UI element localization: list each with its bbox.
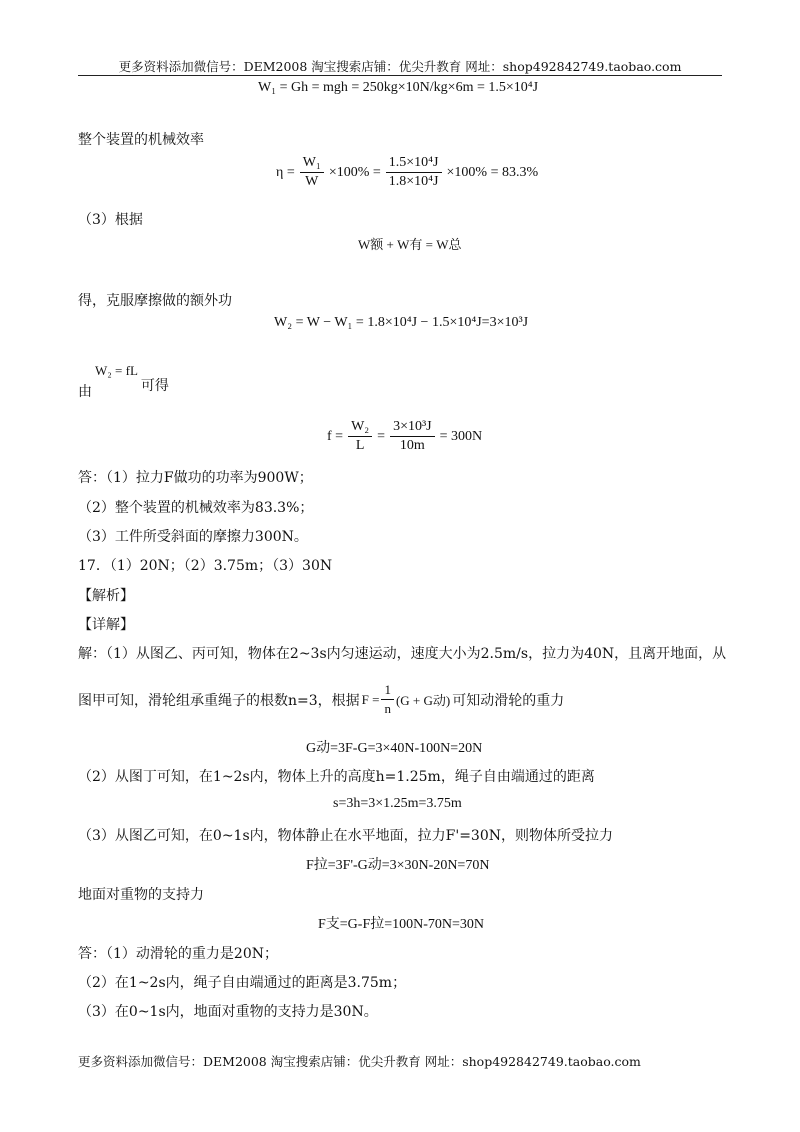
fraction-denominator: 1.8×10⁴J [388, 174, 439, 189]
F-symbol: F = [361, 691, 380, 707]
fraction-one-over-n [381, 682, 394, 717]
fraction-numerator: 3×10³J [390, 419, 435, 437]
fraction-numerator: 1.5×10⁴J [386, 155, 442, 173]
page-footer: 更多资料添加微信号：DEM2008 淘宝搜索店铺：优尖升教育 网址：shop492842749.taobao.com [78, 1054, 641, 1069]
text-solution-4: （3）从图乙可知，在0~1s内，物体静止在水平地面，拉力F'=30N，则物体所受拉力 [78, 828, 613, 844]
eta-result: ×100% = 83.3% [446, 164, 539, 180]
fraction-w2-over-l [348, 419, 372, 454]
equation-work-sum: W额 + W有 = W总 [358, 237, 462, 252]
text-efficiency-heading: 整个装置的机械效率 [78, 132, 204, 148]
text-prefix: 由 [78, 384, 92, 400]
header-divider [78, 75, 722, 76]
eta-multiplier: ×100% = [328, 164, 381, 180]
text-support-force: 地面对重物的支持力 [78, 887, 204, 903]
equation-pulley-force [362, 682, 451, 717]
equation-w2-fl: W₂ = fL [95, 363, 138, 378]
fraction-numerator: W₂ [348, 419, 372, 437]
eta-symbol: η = [276, 164, 295, 180]
text-answer-3: （3）工件所受斜面的摩擦力300N。 [78, 529, 308, 545]
equals-sign: = [377, 428, 386, 444]
fraction-numerator: 1 [381, 682, 394, 700]
fraction-values [390, 419, 435, 454]
text-detail-heading: 【详解】 [78, 617, 134, 633]
fraction-w1-over-w [300, 155, 324, 190]
text-solution-1: 解：（1）从图乙、丙可知，物体在2~3s内匀速运动，速度大小为2.5m/s，拉力为40N，且离开地面，从 [78, 646, 727, 662]
equation-w2: W₂ = W − W₁ = 1.8×10⁴J − 1.5×10⁴J=3×10³J [274, 315, 529, 330]
friction-result: = 300N [439, 428, 483, 444]
text-solution-2 [78, 682, 564, 717]
text-answer2-3: （3）在0~1s内，地面对重物的支持力是30N。 [78, 1004, 378, 1020]
equation-efficiency [276, 155, 538, 190]
text-extra-work: 得，克服摩擦做的额外功 [78, 293, 232, 309]
text-answer-1: 答：（1）拉力F做功的功率为900W； [78, 470, 313, 486]
text-answer-2: （2）整个装置的机械效率为83.3%； [78, 500, 314, 516]
fraction-numerator: W₁ [300, 155, 324, 173]
text-answer2-1: 答：（1）动滑轮的重力是20N； [78, 946, 278, 962]
equation-g-dong: G动=3F-G=3×40N-100N=20N [306, 741, 483, 756]
text-from-w2-fl [78, 363, 169, 401]
text-solution-3: （2）从图丁可知，在1~2s内，物体上升的高度h=1.25m，绳子自由端通过的距离 [78, 769, 595, 785]
fraction-denominator: L [355, 438, 365, 453]
equation-f-la: F拉=3F'-G动=3×30N-20N=70N [306, 858, 490, 873]
fraction-values [386, 155, 442, 190]
f-symbol: f = [327, 428, 344, 444]
text-solution-2a: 图甲可知，滑轮组承重绳子的根数n=3，根据 [78, 692, 360, 709]
fraction-denominator: n [384, 701, 391, 716]
fraction-denominator: 10m [399, 438, 425, 453]
text-step3-basis: （3）根据 [78, 212, 143, 228]
equation-friction [327, 419, 482, 454]
page-header: 更多资料添加微信号：DEM2008 淘宝搜索店铺：优尖升教育 网址：shop492842749.taobao.com [118, 59, 682, 74]
equation-f-zhi: F支=G-F拉=100N-70N=30N [318, 917, 485, 932]
equation-w1: W₁ = Gh = mgh = 250kg×10N/kg×6m = 1.5×10⁴J [258, 80, 539, 95]
text-solution-2b: 可知动滑轮的重力 [452, 692, 565, 709]
text-question-17: 17．（1）20N；（2）3.75m；（3）30N [78, 558, 333, 574]
pulley-force-terms: (G + G动) [395, 693, 451, 708]
equation-distance: s=3h=3×1.25m=3.75m [333, 796, 462, 811]
fraction-denominator: W [305, 174, 319, 189]
text-suffix: 可得 [140, 378, 169, 394]
text-analysis-heading: 【解析】 [78, 588, 134, 604]
text-answer2-2: （2）在1~2s内，绳子自由端通过的距离是3.75m； [78, 975, 407, 991]
